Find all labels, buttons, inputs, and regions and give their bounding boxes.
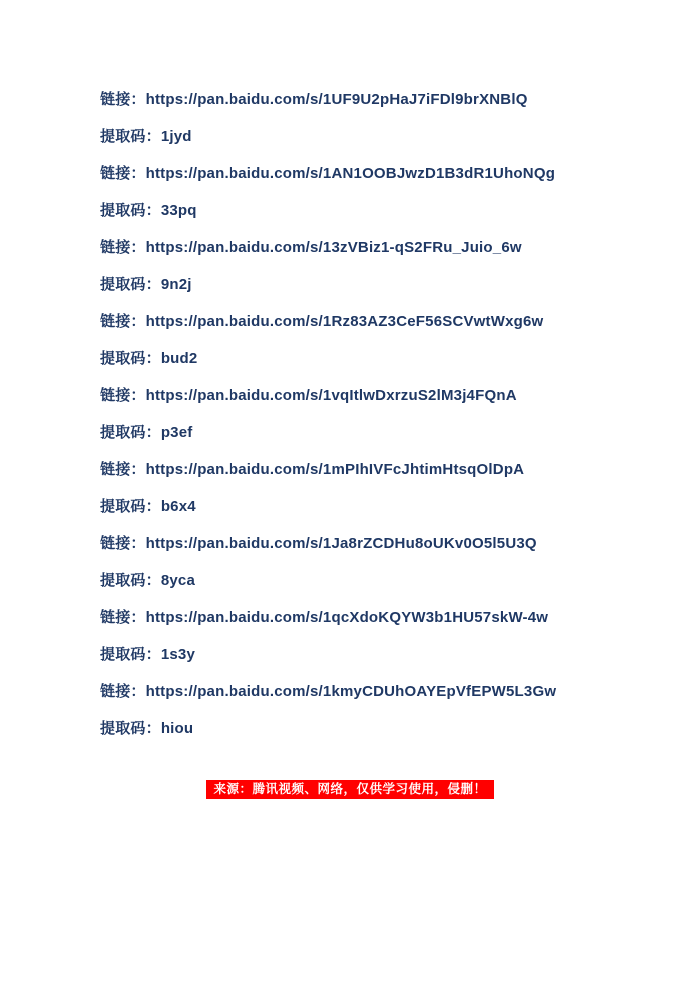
code-label: 提取码： (100, 498, 161, 515)
link-url[interactable]: https://pan.baidu.com/s/1kmyCDUhOAYEpVfEPW5L3Gw (145, 683, 557, 700)
code-row (100, 277, 660, 292)
code-row (100, 425, 660, 440)
link-row (100, 166, 660, 181)
link-label: 链接： (100, 165, 146, 182)
code-value: 33pq (160, 202, 197, 219)
footer (0, 780, 700, 799)
link-url[interactable]: https://pan.baidu.com/s/1Ja8rZCDHu8oUKv0O5l5U3Q (145, 535, 537, 552)
code-label: 提取码： (100, 128, 161, 145)
code-value: 1s3y (160, 646, 195, 663)
link-label: 链接： (100, 239, 146, 256)
code-label: 提取码： (100, 424, 161, 441)
link-url[interactable]: https://pan.baidu.com/s/1AN1OOBJwzD1B3dR1UhoNQg (145, 165, 556, 182)
link-row (100, 536, 660, 551)
code-label: 提取码： (100, 276, 161, 293)
link-url[interactable]: https://pan.baidu.com/s/1UF9U2pHaJ7iFDl9brXNBlQ (145, 91, 528, 108)
code-label: 提取码： (100, 646, 161, 663)
code-value: bud2 (160, 350, 198, 367)
code-row (100, 499, 660, 514)
source-notice: 来源：腾讯视频、网络，仅供学习使用，侵删！ (206, 780, 493, 799)
link-label: 链接： (100, 387, 146, 404)
link-label: 链接： (100, 683, 146, 700)
link-label: 链接： (100, 461, 146, 478)
code-value: b6x4 (160, 498, 196, 515)
code-label: 提取码： (100, 720, 161, 737)
code-label: 提取码： (100, 572, 161, 589)
code-row (100, 351, 660, 366)
code-label: 提取码： (100, 202, 161, 219)
link-label: 链接： (100, 535, 146, 552)
code-row (100, 203, 660, 218)
link-row (100, 684, 660, 699)
code-row (100, 647, 660, 662)
link-url[interactable]: https://pan.baidu.com/s/1Rz83AZ3CeF56SCVwtWxg6w (145, 313, 544, 330)
code-value: 9n2j (160, 276, 192, 293)
link-row (100, 388, 660, 403)
link-url[interactable]: https://pan.baidu.com/s/1qcXdoKQYW3b1HU57skW-4w (145, 609, 549, 626)
link-label: 链接： (100, 609, 146, 626)
code-label: 提取码： (100, 350, 161, 367)
link-label: 链接： (100, 313, 146, 330)
code-value: 1jyd (160, 128, 192, 145)
link-row (100, 610, 660, 625)
link-row (100, 462, 660, 477)
link-url[interactable]: https://pan.baidu.com/s/1vqItlwDxrzuS2lM3j4FQnA (145, 387, 517, 404)
link-label: 链接： (100, 91, 146, 108)
link-row (100, 92, 660, 107)
code-row (100, 129, 660, 144)
code-row (100, 721, 660, 736)
link-url[interactable]: https://pan.baidu.com/s/13zVBiz1-qS2FRu_Juio_6w (145, 239, 522, 256)
code-value: p3ef (160, 424, 193, 441)
link-row (100, 240, 660, 255)
link-url[interactable]: https://pan.baidu.com/s/1mPIhIVFcJhtimHtsqOlDpA (145, 461, 525, 478)
code-value: 8yca (160, 572, 195, 589)
code-value: hiou (160, 720, 194, 737)
code-row (100, 573, 660, 588)
link-row (100, 314, 660, 329)
